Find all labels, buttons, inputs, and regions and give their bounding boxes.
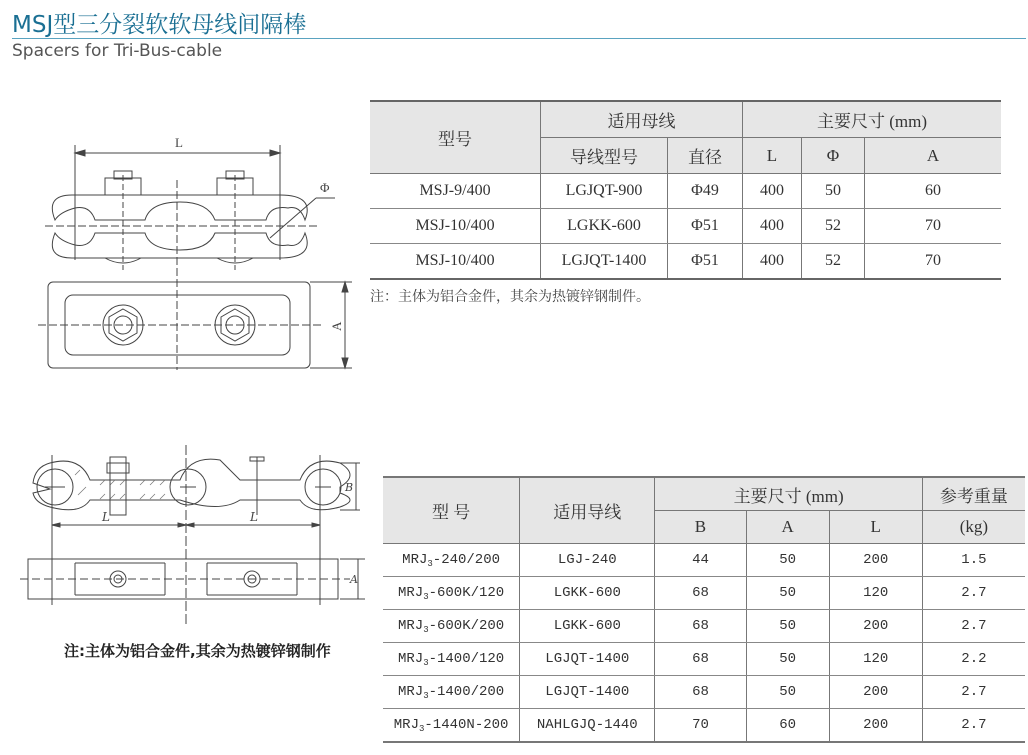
mrj-spec-table [383, 476, 1025, 743]
page-subtitle: Spacers for Tri-Bus-cable [12, 41, 223, 61]
header-A: A [865, 138, 1002, 174]
table-row: $MRJ_3-600K/200$ LGKK-600 68 50 200 2.7 [383, 610, 1025, 643]
table-row: MSJ-9/400 LGJQT-900 Φ49 400 50 60 [370, 174, 1001, 209]
msj-spec-table [370, 100, 1001, 280]
header-model: 型号 [370, 101, 541, 174]
svg-text:Φ: Φ [320, 180, 330, 195]
header-diameter: 直径 [668, 138, 743, 174]
header-wire-type: 导线型号 [541, 138, 668, 174]
drawing2-note: 注:主体为铝合金件,其余为热镀锌钢制作 [64, 642, 331, 660]
header-weight: 参考重量 [922, 477, 1025, 511]
header-dims: 主要尺寸 (mm) [655, 477, 922, 511]
header-B: B [655, 511, 746, 544]
msj-spacer-drawing [30, 120, 360, 380]
svg-text:L: L [102, 510, 110, 524]
header-model: 型 号 [383, 477, 520, 544]
table-row: $MRJ_3-1440N-200$ NAHLGJQ-1440 70 60 200 2.7 [383, 709, 1025, 743]
svg-text:A: A [329, 321, 344, 331]
table-row: $MRJ_3-1400/120$ LGJQT-1400 68 50 120 2.2 [383, 643, 1025, 676]
table-row: MSJ-10/400 LGKK-600 Φ51 400 52 70 [370, 209, 1001, 244]
table-row: $MRJ_3-1400/200$ LGJQT-1400 68 50 200 2.7 [383, 676, 1025, 709]
mrj-spacer-drawing [20, 445, 370, 625]
header-A: A [746, 511, 829, 544]
header-L: L [829, 511, 922, 544]
header-bus: 适用母线 [541, 101, 743, 138]
header-weight-unit: (kg) [922, 511, 1025, 544]
header-phi: Φ [802, 138, 865, 174]
header-L: L [743, 138, 802, 174]
svg-text:L: L [250, 510, 258, 524]
title-divider [12, 38, 1026, 39]
header-dims: 主要尺寸 (mm) [743, 101, 1002, 138]
table-row: $MRJ_3-240/200$ LGJ-240 44 50 200 1.5 [383, 544, 1025, 577]
page-title: MSJ型三分裂软软母线间隔棒 [12, 12, 307, 38]
header-wire: 适用导线 [520, 477, 655, 544]
svg-text:B: B [345, 481, 354, 494]
table1-note: 注：主体为铝合金件，其余为热镀锌钢制件。 [370, 289, 650, 305]
svg-text:A: A [350, 573, 358, 586]
svg-text:L: L [175, 135, 183, 150]
table-row: MSJ-10/400 LGJQT-1400 Φ51 400 52 70 [370, 244, 1001, 280]
table-row: $MRJ_3-600K/120$ LGKK-600 68 50 120 2.7 [383, 577, 1025, 610]
